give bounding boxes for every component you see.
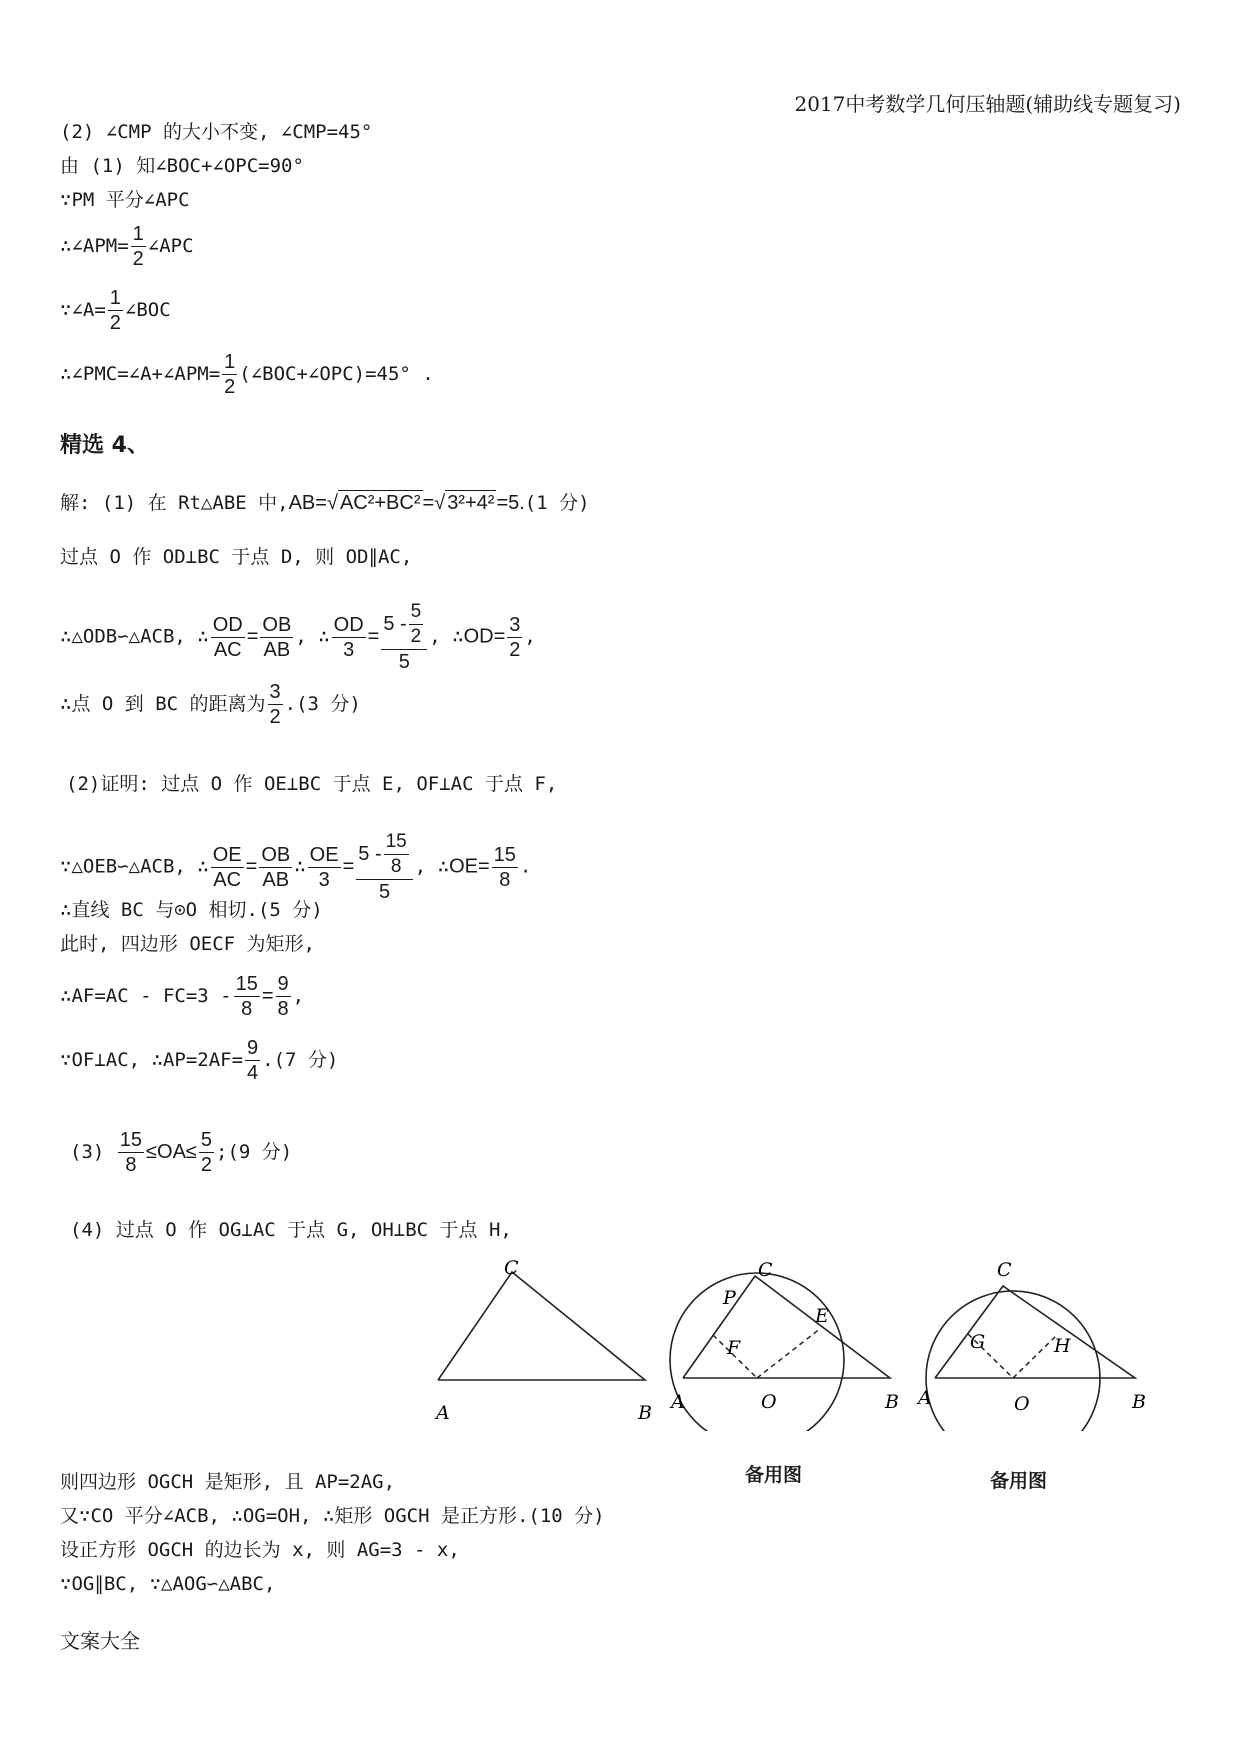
figure-caption-1: 备用图 (745, 1464, 803, 1486)
fraction-half: $\frac{1}{2}$ (224, 351, 236, 398)
line-q4-5: ∵OG∥BC, ∵△AOG∽△ABC, (60, 1573, 276, 1595)
page-footer: 文案大全 (60, 1629, 140, 1653)
label-G: G (970, 1331, 986, 1353)
label-B: B (885, 1391, 899, 1413)
line-a4: ∴∠APM= $\frac{1}{2}$ ∠APC (60, 223, 194, 270)
figure-triangle (420, 1252, 665, 1434)
page-header: 2017中考数学几何压轴题(辅助线专题复习) (794, 92, 1181, 116)
line-q1-2: 过点 O 作 OD⊥BC 于点 D, 则 OD∥AC, (60, 546, 413, 568)
label-C: C (504, 1257, 519, 1279)
line-q3: (3) $\frac{15}{8}$ ≤OA≤ $\frac{5}{2}$ ;(9 分) (70, 1129, 293, 1176)
line-q1-3: ∴△ODB∽△ACB, ∴ $\frac{OD}{AC}$ = $\frac{OB}{AB}$ , ∴ $\frac{OD}{3}$ = 5 - $\frac{5}{2}$ 5 , ∴OD= $\frac{3}{2}$ , (60, 601, 536, 673)
label-A: A (436, 1402, 450, 1424)
line-q2-2: ∵△OEB∽△ACB, ∴ $\frac{OE}{AC}$ = $\frac{OB}{AB}$ ∴ $\frac{OE}{3}$ = 5 - $\frac{15}{8}$ 5 , ∴OE= $\frac{15}{8}$ . (60, 831, 532, 903)
label-E: E (815, 1305, 829, 1327)
label-A: A (918, 1387, 932, 1409)
line-q4-1: (4) 过点 O 作 OG⊥AC 于点 G, OH⊥BC 于点 H, (70, 1219, 512, 1241)
line-q1-4: ∴点 O 到 BC 的距离为 $\frac{3}{2}$ .(3 分) (60, 681, 361, 728)
line-q2-3: ∴直线 BC 与⊙O 相切.(5 分) (60, 899, 323, 921)
line-a1: (2) ∠CMP 的大小不变, ∠CMP=45° (60, 121, 373, 143)
label-H: H (1054, 1335, 1071, 1357)
fraction-half: $\frac{1}{2}$ (109, 287, 121, 334)
label-A: A (671, 1391, 685, 1413)
line-a6: ∴∠PMC=∠A+∠APM= $\frac{1}{2}$ (∠BOC+∠OPC)=45° . (60, 351, 434, 398)
label-O: O (761, 1391, 777, 1413)
line-a5: ∵∠A= $\frac{1}{2}$ ∠BOC (60, 287, 171, 334)
figure-caption-2: 备用图 (990, 1470, 1048, 1492)
label-F: F (727, 1337, 741, 1359)
line-q1-1: 解: (1) 在 Rt△ABE 中,AB=√ AC²+BC² =√ 3²+4² =5.(1 分) (60, 492, 590, 514)
figure-circle-2 (910, 1246, 1150, 1431)
section-heading: 精选 4、 (60, 433, 149, 458)
line-q2-5: ∴AF=AC - FC=3 - $\frac{15}{8}$ = $\frac{9}{8}$ , (60, 973, 305, 1020)
line-q4-4: 设正方形 OGCH 的边长为 x, 则 AG=3 - x, (60, 1539, 460, 1561)
label-P: P (723, 1287, 736, 1309)
line-q2-1: (2)证明: 过点 O 作 OE⊥BC 于点 E, OF⊥AC 于点 F, (66, 773, 558, 795)
fraction-half: $\frac{1}{2}$ (132, 223, 144, 270)
line-q4-3: 又∵CO 平分∠ACB, ∴OG=OH, ∴矩形 OGCH 是正方形.(10 分) (60, 1505, 605, 1527)
line-a3: ∵PM 平分∠APC (60, 189, 190, 211)
figure-circle-1 (665, 1246, 905, 1431)
line-q2-4: 此时, 四边形 OECF 为矩形, (60, 933, 315, 955)
label-C: C (997, 1259, 1012, 1281)
label-O: O (1014, 1393, 1030, 1415)
label-B: B (638, 1402, 652, 1424)
label-C: C (758, 1259, 773, 1281)
line-q2-6: ∵OF⊥AC, ∴AP=2AF= $\frac{9}{4}$ .(7 分) (60, 1037, 339, 1084)
line-q4-2: 则四边形 OGCH 是矩形, 且 AP=2AG, (60, 1471, 396, 1493)
label-B: B (1132, 1391, 1146, 1413)
line-a2: 由 (1) 知∠BOC+∠OPC=90° (60, 155, 304, 177)
